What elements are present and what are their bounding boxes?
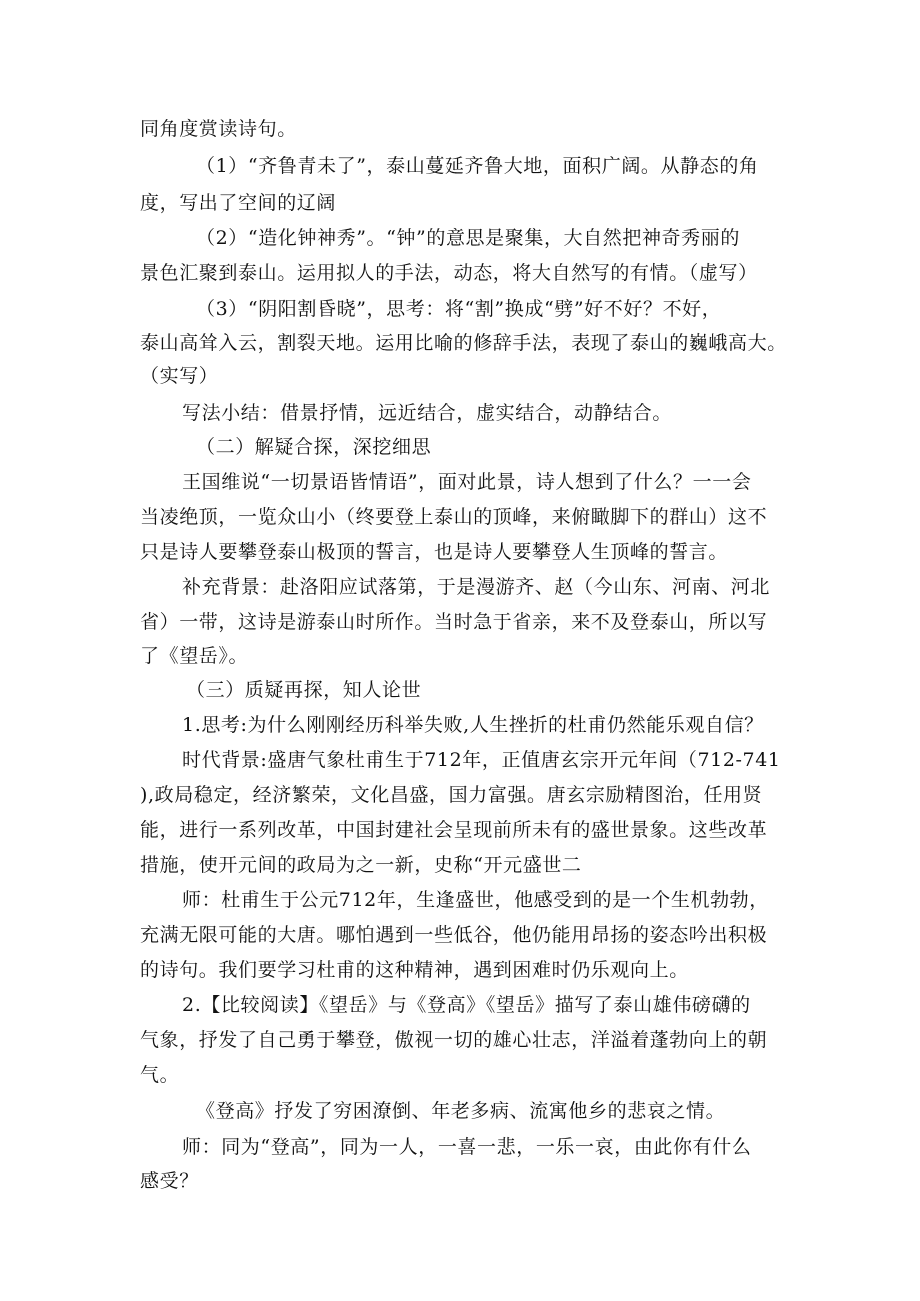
- text-line: 气。: [140, 1064, 180, 1086]
- text-line: 师：同为“登高”，同为一人，一喜一悲，一乐一哀，由此你有什么: [182, 1136, 752, 1158]
- text-line: 景色汇聚到泰山。运用拟人的手法，动态，将大自然写的有情。（虚写）: [140, 262, 758, 284]
- text-line: 感受？: [140, 1170, 199, 1192]
- text-line: 充满无限可能的大唐。哪怕遇到一些低谷，他仍能用昂扬的姿态吟出积极: [140, 924, 768, 946]
- text-line: 补充背景：赴洛阳应试落第，于是漫游齐、赵（今山东、河南、河北: [182, 576, 771, 598]
- text-line: 同角度赏读诗句。: [140, 118, 297, 140]
- text-line: 的诗句。我们要学习杜甫的这种精神，遇到困难时仍乐观向上。: [140, 959, 689, 981]
- text-line: 时代背景:盛唐气象杜甫生于712年，正值唐玄宗开元年间（712-741: [182, 749, 781, 771]
- text-line: （1）“齐鲁青未了”，泰山蔓延齐鲁大地，面积广阔。从静态的角: [196, 155, 759, 177]
- text-line: 1.思考:为什么刚刚经历科举失败,人生挫折的杜甫仍然能乐观自信？: [182, 714, 764, 736]
- section-heading: （三）质疑再探，知人论世: [186, 679, 422, 701]
- text-line: ),政局稳定，经济繁荣，文化昌盛，国力富强。唐玄宗励精图治，任用贤: [140, 784, 763, 806]
- text-line: （3）“阴阳割昏晓”，思考：将“割”换成“劈”好不好？不好，: [196, 298, 722, 320]
- text-line: 能，进行一系列改革，中国封建社会呈现前所未有的盛世景象。这些改革: [140, 819, 768, 841]
- text-line: 王国维说“一切景语皆情语”，面对此景，诗人想到了什么？一一会: [182, 471, 752, 493]
- text-line: 了《望岳》。: [140, 645, 249, 667]
- text-line: 省）一带，这诗是游泰山时所作。当时急于省亲，来不及登泰山，所以写: [140, 611, 768, 633]
- text-line: 措施，使开元间的政局为之一新，史称“开元盛世二: [140, 854, 582, 876]
- text-line: （实写）: [140, 365, 219, 387]
- text-line: 当凌绝顶，一览众山小（终要登上泰山的顶峰，来俯瞰脚下的群山）这不: [140, 506, 768, 528]
- text-line: 师：杜甫生于公元712年，生逢盛世，他感受到的是一个生机勃勃，: [182, 889, 769, 911]
- section-heading: （二）解疑合探，深挖细思: [196, 436, 432, 458]
- text-line: 《登高》抒发了穷困潦倒、年老多病、流寓他乡的悲哀之情。: [196, 1100, 726, 1122]
- text-line: 2.【比较阅读】《望岳》与《登高》《望岳》描写了泰山雄伟磅礴的: [182, 994, 751, 1016]
- text-line: 写法小结：借景抒情，远近结合，虚实结合，动静结合。: [182, 402, 673, 424]
- text-line: 度，写出了空间的辽阔: [140, 192, 337, 214]
- text-line: （2）“造化钟神秀”。“钟”的意思是聚集，大自然把神奇秀丽的: [196, 227, 740, 249]
- text-line: 只是诗人要攀登泰山极顶的誓言，也是诗人要攀登人生顶峰的誓言。: [140, 541, 729, 563]
- text-line: 泰山高耸入云，割裂天地。运用比喻的修辞手法，表现了泰山的巍峨高大。: [140, 332, 787, 354]
- text-line: 气象，抒发了自己勇于攀登，傲视一切的雄心壮志，洋溢着蓬勃向上的朝: [140, 1029, 768, 1051]
